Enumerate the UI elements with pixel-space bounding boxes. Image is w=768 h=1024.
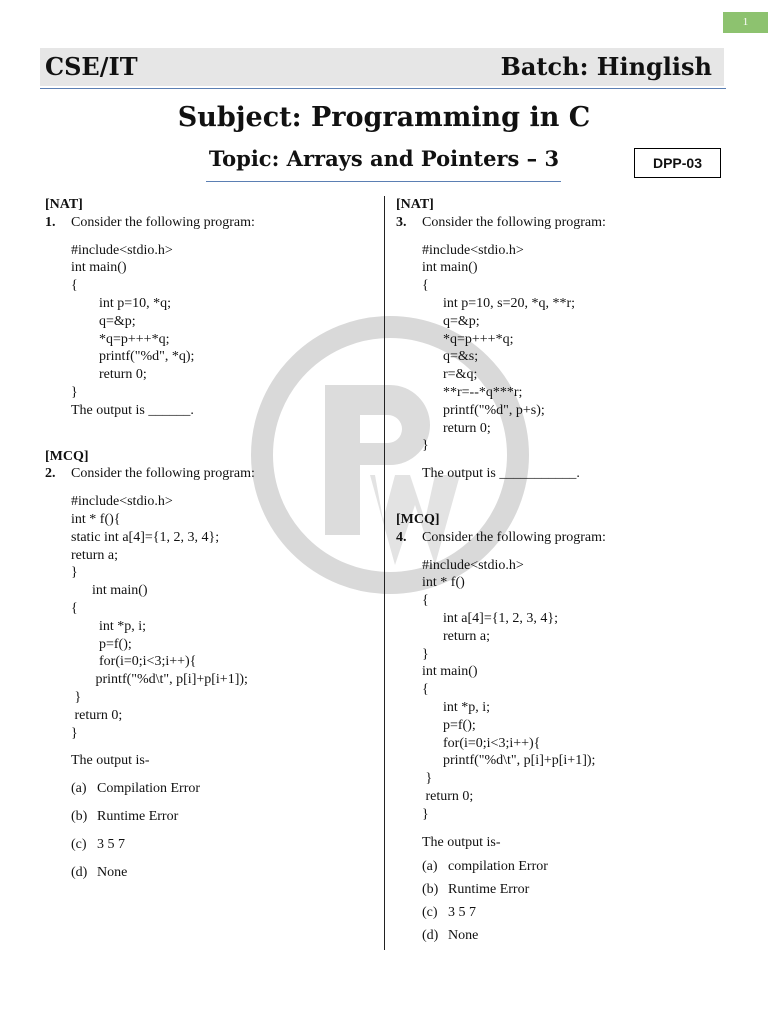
- code-block: #include<stdio.h> int * f(){ static int a[4]={1, 2, 3, 4}; return a; } int main() { int *p, i; p=f(); for(i=0;i<3;i++){ printf("%d\t", p[i]+p[i+1]); } return 0; }: [71, 494, 248, 741]
- option-d: [422, 927, 736, 945]
- question-type: [MCQ]: [396, 511, 440, 527]
- option-text: None: [448, 927, 479, 943]
- question-type: [NAT]: [45, 197, 83, 212]
- topic-underline: [206, 181, 561, 182]
- question-1: [45, 214, 375, 232]
- option-text: compilation Error: [448, 859, 548, 875]
- question-2: [45, 465, 375, 483]
- option-text: Compilation Error: [97, 781, 201, 797]
- column-divider: [384, 196, 385, 950]
- option-b: [422, 881, 736, 899]
- dpp-badge: DPP-03: [634, 148, 721, 178]
- page-number-badge: 1: [723, 12, 768, 33]
- option-label: (b): [71, 808, 88, 824]
- question-prompt: Consider the following program:: [71, 214, 255, 230]
- question-3: [396, 214, 736, 232]
- option-text: Runtime Error: [448, 882, 530, 898]
- question-number: 1.: [45, 214, 56, 230]
- option-label: (a): [71, 781, 87, 797]
- batch-label: Batch: Hinglish: [500, 52, 712, 81]
- question-prompt: Consider the following program:: [422, 214, 606, 230]
- option-text: 3 5 7: [97, 836, 125, 852]
- question-prompt: Consider the following program:: [422, 529, 606, 545]
- option-label: (a): [422, 859, 438, 875]
- question-number: 3.: [396, 214, 407, 230]
- topic-title: Topic: Arrays and Pointers – 3: [208, 146, 560, 171]
- question-4: [396, 529, 736, 547]
- course-label: CSE/IT: [45, 52, 138, 81]
- left-column: [45, 196, 375, 881]
- header-bar: [40, 48, 724, 86]
- code-block: #include<stdio.h> int * f() { int a[4]={1, 2, 3, 4}; return a; } int main() { int *p, i; p=f(); for(i=0;i<3;i++){ printf("%d\t", p[i]+p[i+1]); } return 0; }: [422, 557, 596, 822]
- question-number: 4.: [396, 529, 407, 545]
- question-output: The output is-: [71, 753, 150, 769]
- option-a: [71, 780, 375, 798]
- option-label: (c): [71, 836, 87, 852]
- option-text: 3 5 7: [448, 904, 476, 920]
- question-type: [MCQ]: [45, 448, 89, 464]
- option-label: (d): [71, 864, 88, 880]
- code-block: #include<stdio.h> int main() { int p=10, s=20, *q, **r; q=&p; *q=p+++*q; q=&s; r=&q; **r=--*q***r; printf("%d", p+s); return 0; }: [422, 242, 576, 454]
- question-prompt: Consider the following program:: [71, 466, 255, 482]
- option-label: (b): [422, 882, 439, 898]
- option-label: (d): [422, 927, 439, 943]
- option-c: [71, 836, 375, 854]
- subject-title: Subject: Programming in C: [177, 102, 591, 133]
- header-divider: [40, 88, 726, 89]
- question-number: 2.: [45, 466, 56, 482]
- question-output: The output is ______.: [71, 402, 194, 418]
- question-type: [NAT]: [396, 197, 434, 212]
- question-output: The output is ___________.: [422, 466, 580, 482]
- right-column: [396, 196, 736, 944]
- option-b: [71, 808, 375, 826]
- option-a: [422, 858, 736, 876]
- option-d: [71, 864, 375, 882]
- option-text: None: [97, 864, 128, 880]
- option-c: [422, 904, 736, 922]
- option-label: (c): [422, 904, 438, 920]
- question-output: The output is-: [422, 834, 501, 850]
- code-block: #include<stdio.h> int main() { int p=10, *q; q=&p; *q=p+++*q; printf("%d", *q); return 0; }: [71, 242, 195, 400]
- option-text: Runtime Error: [97, 808, 179, 824]
